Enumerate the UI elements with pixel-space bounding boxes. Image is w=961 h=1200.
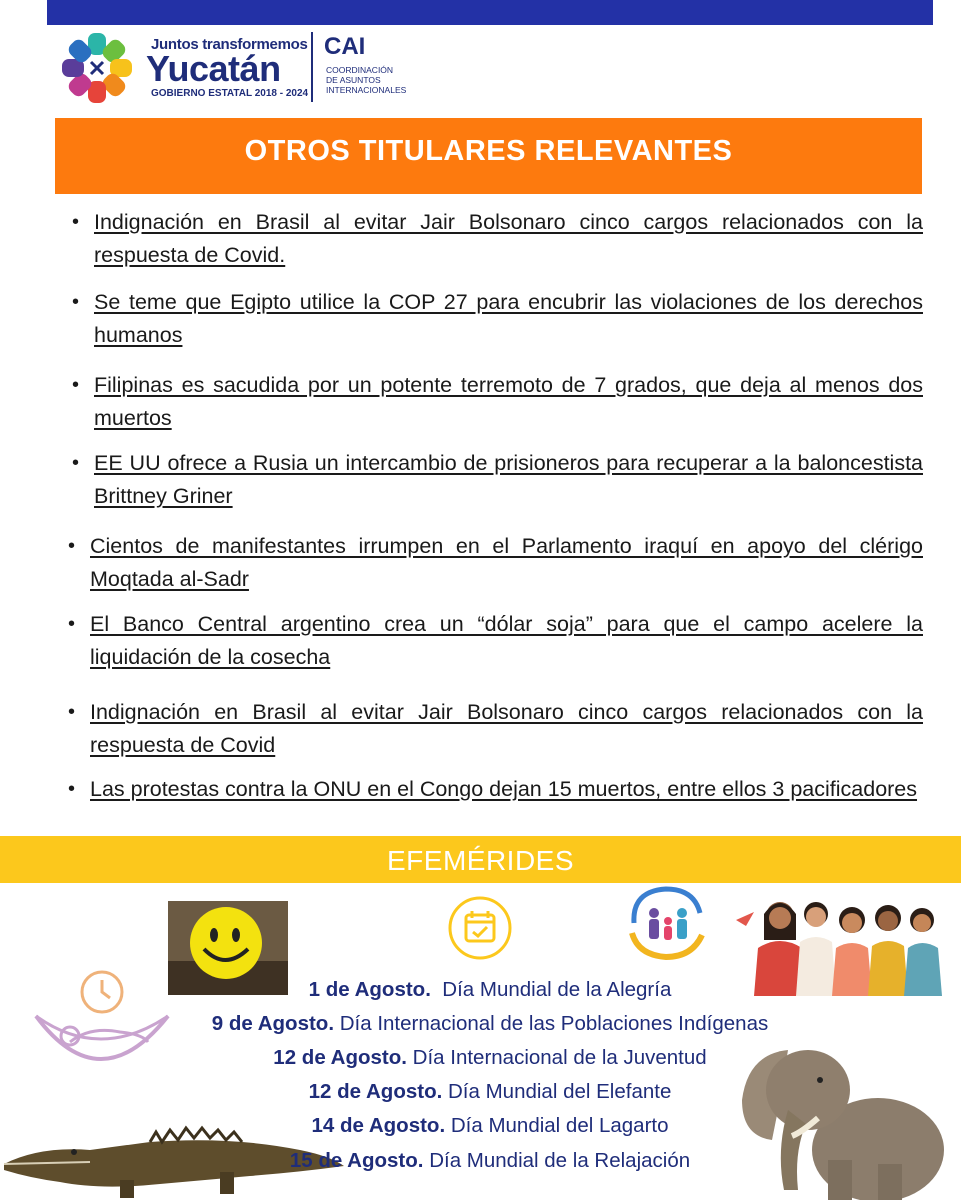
- efemeride-date: 12 de Agosto.: [273, 1046, 407, 1069]
- headline-link[interactable]: Cientos de manifestantes irrumpen en el Parlamento iraquí en apoyo del clérigo Moqtada al-Sadr: [90, 534, 923, 591]
- bullet: •: [72, 291, 80, 313]
- bullet: •: [72, 374, 80, 396]
- efemeride-date: 1 de Agosto.: [308, 978, 431, 1001]
- bullet: •: [68, 535, 76, 557]
- cai-subtitle-line-3: INTERNACIONALES: [326, 85, 407, 95]
- bullet: •: [72, 211, 80, 233]
- efemeride-date: 12 de Agosto.: [308, 1080, 443, 1103]
- cai-title: CAI: [324, 33, 366, 60]
- efemeride-text: Día Mundial del Elefante: [448, 1080, 672, 1103]
- cai-subtitle-line-2: DE ASUNTOS: [326, 75, 381, 85]
- yucatan-logo-icon: [60, 31, 134, 105]
- headline-link[interactable]: EE UU ofrece a Rusia un intercambio de prisioneros para recuperar a la baloncestista Brittney Griner: [94, 451, 923, 508]
- efemerides-title: EFEMÉRIDES: [386, 845, 575, 876]
- logo-subtitle: GOBIERNO ESTATAL 2018 - 2024: [151, 88, 309, 99]
- family-hands-icon: [626, 883, 708, 963]
- calendar-icon: [448, 896, 512, 960]
- list-item: [72, 206, 923, 272]
- efemeride-date: 9 de Agosto.: [211, 1012, 335, 1035]
- headline-link[interactable]: Filipinas es sacudida por un potente terremoto de 7 grados, que deja al menos dos muertos: [94, 373, 923, 430]
- headline-link[interactable]: Indignación en Brasil al evitar Jair Bolsonaro cinco cargos relacionados con la respuesta de Covid: [90, 700, 923, 757]
- efemeride-text: Día Mundial de la Alegría: [442, 978, 672, 1001]
- efemeride-item: [160, 976, 820, 1003]
- list-item: [68, 530, 923, 596]
- list-item: [72, 369, 923, 435]
- bullet: •: [68, 701, 76, 723]
- efemeride-text: Día Mundial del Lagarto: [450, 1114, 669, 1137]
- efemeride-item: [160, 1112, 820, 1139]
- headline-link[interactable]: El Banco Central argentino crea un “dólar soja” para que el campo acelere la liquidación de la cosecha: [90, 612, 923, 669]
- efemeride-item: [160, 1147, 820, 1174]
- logo-title: Yucatán: [146, 48, 281, 89]
- list-item: [72, 286, 923, 352]
- efemeride-text: Día Internacional de la Juventud: [412, 1046, 707, 1069]
- section-title: OTROS TITULARES RELEVANTES: [244, 135, 733, 167]
- section-banner: [55, 118, 922, 194]
- logo-divider: [311, 32, 313, 102]
- list-item: [68, 773, 923, 806]
- bullet: •: [68, 778, 76, 800]
- bullet: •: [72, 452, 80, 474]
- headline-link[interactable]: Indignación en Brasil al evitar Jair Bolsonaro cinco cargos relacionados con la respuesta de Covid.: [94, 210, 923, 267]
- efemeride-date: 14 de Agosto.: [311, 1114, 446, 1137]
- efemeride-date: 15 de Agosto.: [289, 1149, 424, 1172]
- headline-link[interactable]: Se teme que Egipto utilice la COP 27 para encubrir las violaciones de los derechos humanos: [94, 290, 923, 347]
- efemeride-item: [160, 1044, 820, 1071]
- efemerides-banner: [0, 836, 961, 883]
- cai-subtitle-line-1: COORDINACIÓN: [326, 65, 394, 75]
- list-item: [68, 608, 923, 674]
- list-item: [72, 447, 923, 513]
- efemeride-text: Día Mundial de la Relajación: [429, 1149, 691, 1172]
- efemeride-item: [160, 1078, 820, 1105]
- efemeride-item: [150, 1010, 830, 1037]
- top-bar: [47, 0, 933, 25]
- logo-tagline: Juntos transformemos: [151, 36, 308, 53]
- bullet: •: [68, 613, 76, 635]
- cai-subtitle: [326, 65, 436, 95]
- headline-link[interactable]: Las protestas contra la ONU en el Congo dejan 15 muertos, entre ellos 3 pacificadores: [90, 777, 918, 801]
- efemeride-text: Día Internacional de las Poblaciones Indígenas: [339, 1012, 769, 1035]
- list-item: [68, 696, 923, 762]
